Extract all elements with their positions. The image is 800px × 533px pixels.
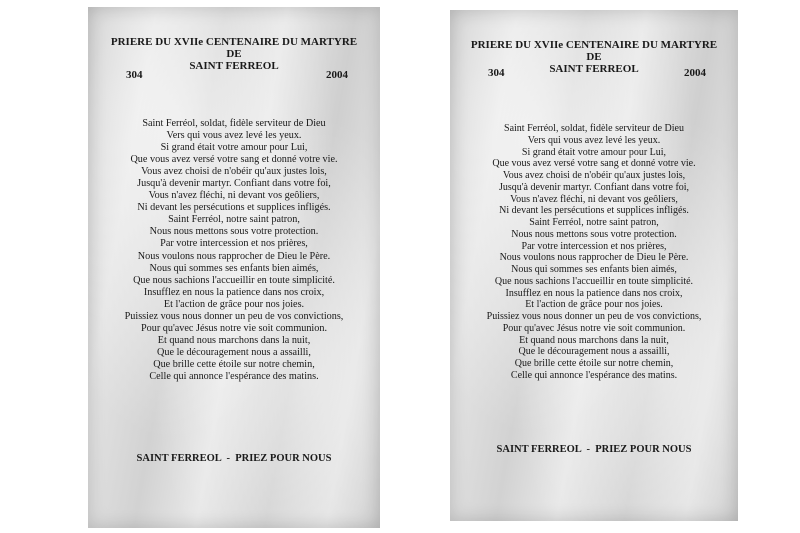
prayer-line: Vous n'avez fléchi, ni devant vos geôliers,: [148, 190, 320, 202]
prayer-line: Que vous avez versé votre sang et donné votre vie.: [492, 158, 696, 170]
year-start: 304: [126, 69, 143, 81]
prayer-line: Nous voulons nous rapprocher de Dieu le Père.: [499, 252, 689, 264]
prayer-card-right: [450, 10, 738, 521]
prayer-line: Puissiez vous nous donner un peu de vos convictions,: [486, 311, 702, 322]
prayer-text: [88, 118, 380, 383]
prayer-line: Nous nous mettons sous votre protection.: [511, 228, 677, 240]
card-footer: SAINT FERREOL - PRIEZ POUR NOUS: [496, 444, 692, 455]
prayer-line: Et l'action de grâce pour nos joies.: [525, 299, 663, 311]
prayer-line: Vers qui vous avez levé les yeux.: [527, 134, 661, 146]
year-end: 2004: [326, 69, 348, 81]
prayer-line: Et quand nous marchons dans la nuit,: [157, 334, 311, 346]
prayer-line: Que le découragement nous a assailli,: [518, 346, 670, 358]
prayer-line: Insufflez en nous la patience dans nos croix,: [505, 287, 683, 299]
prayer-line: Que vous avez versé votre sang et donné votre vie.: [130, 154, 338, 166]
prayer-line: Que le découragement nous a assailli,: [157, 346, 311, 358]
prayer-card-left: [88, 7, 380, 528]
prayer-line: Par votre intercession et nos prières,: [521, 240, 667, 252]
title-line-2: DE: [226, 48, 242, 60]
prayer-line: Jusqu'à devenir martyr. Confiant dans votre foi,: [137, 178, 331, 190]
title-line-1: PRIERE DU XVIIe CENTENAIRE DU MARTYRE: [110, 36, 358, 48]
title-line-2: DE: [586, 51, 602, 63]
card-title: [88, 36, 380, 72]
year-end: 2004: [684, 67, 706, 79]
prayer-line: Vous avez choisi de n'obéir qu'aux justes lois,: [141, 166, 327, 178]
prayer-line: Nous voulons nous rapprocher de Dieu le Père.: [137, 250, 331, 262]
prayer-line: Jusqu'à devenir martyr. Confiant dans votre foi,: [498, 181, 690, 193]
prayer-line: Si grand était votre amour pour Lui,: [521, 146, 667, 158]
prayer-line: Nous nous mettons sous votre protection.: [149, 226, 319, 238]
prayer-line: Vous n'avez fléchi, ni devant vos geôliers,: [510, 193, 678, 205]
card-footer: SAINT FERREOL - PRIEZ POUR NOUS: [136, 453, 332, 464]
title-line-3: SAINT FERREOL: [189, 60, 279, 72]
prayer-text: [450, 123, 738, 382]
prayer-line: Que brille cette étoile sur notre chemin,: [514, 358, 674, 369]
prayer-line: Et l'action de grâce pour nos joies.: [163, 298, 305, 310]
prayer-line: Ni devant les persécutions et supplices infligés.: [137, 202, 331, 214]
prayer-line: Vers qui vous avez levé les yeux.: [166, 130, 302, 142]
prayer-line: Saint Ferréol, notre saint patron,: [168, 214, 300, 226]
prayer-line: Par votre intercession et nos prières,: [160, 238, 308, 250]
prayer-line: Insufflez en nous la patience dans nos croix,: [143, 286, 325, 298]
prayer-line: Vous avez choisi de n'obéir qu'aux justes lois,: [502, 170, 686, 181]
prayer-line: Celle qui annonce l'espérance des matins.: [510, 369, 678, 381]
title-line-1: PRIERE DU XVIIe CENTENAIRE DU MARTYRE: [470, 39, 718, 51]
year-start: 304: [488, 67, 505, 79]
prayer-line: Nous qui sommes ses enfants bien aimés,: [511, 264, 677, 275]
prayer-line: Que nous sachions l'accueillir en toute simplicité.: [494, 275, 694, 287]
prayer-line: Si grand était votre amour pour Lui,: [160, 142, 308, 154]
prayer-line: Saint Ferréol, soldat, fidèle serviteur de Dieu: [504, 123, 684, 134]
title-line-3: SAINT FERREOL: [549, 63, 639, 75]
prayer-line: Saint Ferréol, soldat, fidèle serviteur de Dieu: [142, 118, 326, 129]
prayer-line: Ni devant les persécutions et supplices infligés.: [499, 205, 689, 217]
prayer-line: Que brille cette étoile sur notre chemin,: [153, 358, 315, 370]
prayer-line: Pour qu'avec Jésus notre vie soit communion.: [140, 322, 328, 334]
prayer-line: Et quand nous marchons dans la nuit,: [519, 334, 669, 346]
prayer-line: Pour qu'avec Jésus notre vie soit communion.: [502, 322, 686, 334]
prayer-line: Que nous sachions l'accueillir en toute simplicité.: [133, 274, 335, 286]
prayer-line: Saint Ferréol, notre saint patron,: [529, 217, 659, 228]
prayer-line: Nous qui sommes ses enfants bien aimés,: [149, 262, 319, 274]
prayer-line: Celle qui annonce l'espérance des matins.: [149, 370, 319, 382]
prayer-line: Puissiez vous nous donner un peu de vos convictions,: [124, 310, 344, 322]
